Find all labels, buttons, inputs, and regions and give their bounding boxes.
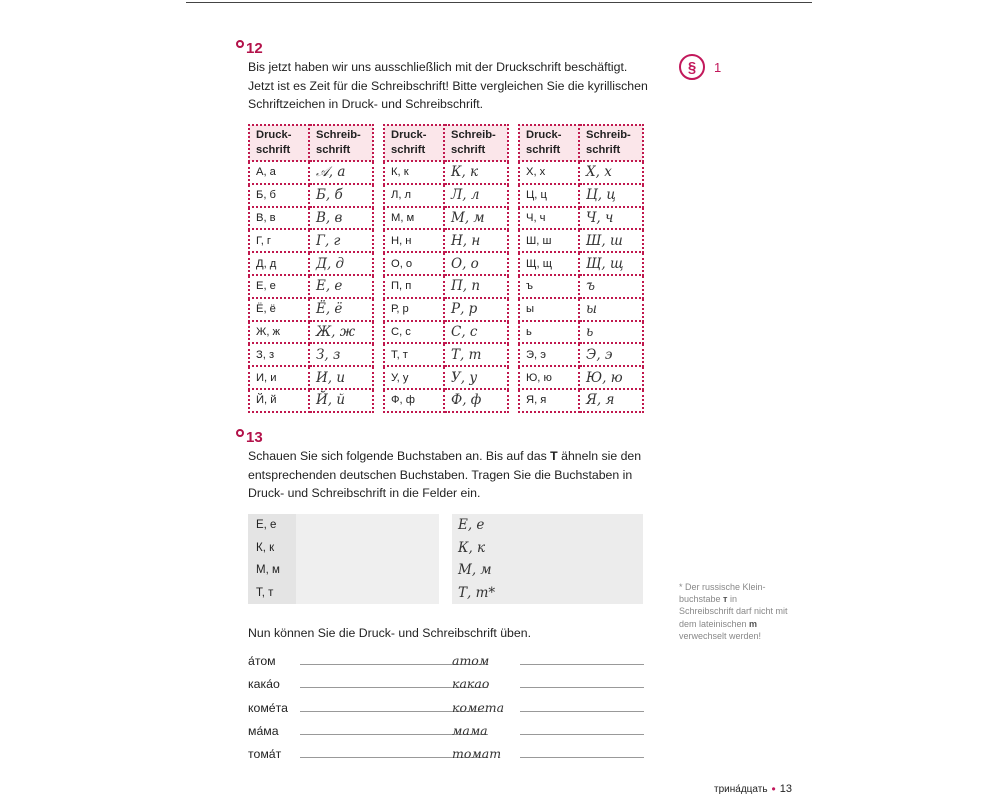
grid-row[interactable] [452, 514, 643, 537]
table-row [249, 275, 373, 298]
alphabet-table-3 [518, 124, 644, 413]
practice-word-print: коме́та [248, 700, 288, 715]
script-letter: Д, д [309, 252, 373, 275]
practice-word-print: а́том [248, 654, 276, 669]
print-letter: Ю, ю [519, 366, 579, 389]
print-letter: Ц, ц [519, 184, 579, 207]
print-letter: Ш, ш [519, 229, 579, 252]
grid-row [248, 582, 439, 605]
script-letter: М, м [444, 207, 508, 230]
script-letter: Е, е [309, 275, 373, 298]
grid-row[interactable] [452, 537, 643, 560]
print-letter: Д, д [249, 252, 309, 275]
script-letter: З, з [309, 343, 373, 366]
script-letter: Э, э [579, 343, 643, 366]
script-letter: Т, т [444, 343, 508, 366]
grid-row [248, 559, 439, 582]
grammar-reference [679, 54, 721, 80]
table-row [384, 343, 508, 366]
practice-row [248, 694, 644, 717]
write-line-script[interactable] [520, 734, 644, 735]
practice-intro: Nun können Sie die Druck- und Schreibschrift üben. [248, 626, 531, 640]
print-letter: Н, н [384, 229, 444, 252]
print-letter: Х, х [519, 161, 579, 184]
script-letter: Г, г [309, 229, 373, 252]
print-letter: З, з [249, 343, 309, 366]
table-row [249, 161, 373, 184]
script-letter-grid [452, 514, 643, 604]
write-line-script[interactable] [520, 664, 644, 665]
table-row [249, 343, 373, 366]
table-row [249, 366, 373, 389]
table-row [384, 252, 508, 275]
script-letter: И, и [309, 366, 373, 389]
print-letter: О, о [384, 252, 444, 275]
table-row [519, 252, 643, 275]
paragraph-icon: § [679, 54, 705, 80]
script-letter: Х, х [579, 161, 643, 184]
print-letter: Ж, ж [249, 321, 309, 344]
table-row [519, 298, 643, 321]
script-letter: Ж, ж [309, 321, 373, 344]
script-letter: Ф, ф [444, 389, 508, 412]
write-field[interactable] [296, 514, 439, 537]
practice-word-script: атом [452, 653, 490, 669]
exercise-12-header [236, 40, 263, 57]
script-letter: ъ [579, 275, 643, 298]
column-header-print: Druck- schrift [249, 125, 309, 161]
practice-row [248, 648, 644, 671]
exercise-marker-icon [236, 40, 244, 48]
table-row [519, 321, 643, 344]
write-field[interactable] [296, 559, 439, 582]
grid-row[interactable] [452, 559, 643, 582]
script-letter: М, м [458, 562, 492, 578]
script-letter: Ч, ч [579, 207, 643, 230]
script-letter: Р, р [444, 298, 508, 321]
practice-word-print: кака́о [248, 677, 280, 692]
practice-word-script: томат [452, 745, 502, 761]
table-row [519, 366, 643, 389]
script-letter: 𝒜, а [309, 161, 373, 184]
print-letter: Л, л [384, 184, 444, 207]
script-letter: Н, н [444, 229, 508, 252]
print-letter: ы [519, 298, 579, 321]
practice-list [248, 648, 644, 764]
grid-row [248, 514, 439, 537]
script-letter: П, п [444, 275, 508, 298]
script-letter: ь [579, 321, 643, 344]
print-letter-grid [248, 514, 439, 604]
practice-word-print: тома́т [248, 746, 282, 761]
write-field[interactable] [296, 582, 439, 605]
practice-word-script: мама [452, 722, 488, 738]
alphabet-table-2 [383, 124, 509, 413]
print-letter: К, к [384, 161, 444, 184]
print-letter: П, п [384, 275, 444, 298]
table-row [249, 389, 373, 412]
exercise-13-header [236, 429, 263, 446]
table-row [249, 321, 373, 344]
script-letter: Ш, ш [579, 229, 643, 252]
exercise-marker-icon [236, 429, 244, 437]
exercise-13-instructions: Schauen Sie sich folgende Buchstaben an. Bis auf das Т ähneln sie den entsprechenden deutschen Buchstaben. Tragen Sie die Buchstaben in Druck- und Schreibschrift in die Felder ein. [248, 449, 642, 500]
print-letter: Э, э [519, 343, 579, 366]
script-letter: Й, й [309, 389, 373, 412]
exercise-number: 12 [246, 40, 263, 57]
print-letter: Р, р [384, 298, 444, 321]
print-letter: А, а [249, 161, 309, 184]
exercise-number: 13 [246, 429, 263, 446]
column-header-print: Druck- schrift [519, 125, 579, 161]
print-letter: М, м [248, 559, 296, 582]
script-letter: Б, б [309, 184, 373, 207]
table-row [249, 184, 373, 207]
table-row [384, 161, 508, 184]
print-letter: Ч, ч [519, 207, 579, 230]
script-letter: Т, т* [458, 584, 496, 601]
bullet-icon: • [771, 782, 776, 796]
write-line-script[interactable] [520, 687, 644, 688]
column-header-script: Schreib- schrift [444, 125, 508, 161]
script-letter: О, о [444, 252, 508, 275]
script-letter: ы [579, 298, 643, 321]
script-letter: Ю, ю [579, 366, 643, 389]
print-letter: Ф, ф [384, 389, 444, 412]
table-row [519, 343, 643, 366]
print-letter: Б, б [249, 184, 309, 207]
column-header-script: Schreib- schrift [579, 125, 643, 161]
print-letter: Й, й [249, 389, 309, 412]
practice-row [248, 718, 644, 741]
table-row [249, 298, 373, 321]
table-row [384, 275, 508, 298]
table-row [384, 207, 508, 230]
write-line-script[interactable] [520, 757, 644, 758]
print-letter: И, и [249, 366, 309, 389]
table-row [519, 389, 643, 412]
practice-word-script: какао [452, 676, 490, 692]
script-letter: В, в [309, 207, 373, 230]
practice-row [248, 671, 644, 694]
write-line-script[interactable] [520, 711, 644, 712]
table-row [384, 298, 508, 321]
table-row [519, 161, 643, 184]
table-row [519, 207, 643, 230]
column-header-script: Schreib- schrift [309, 125, 373, 161]
print-letter: ъ [519, 275, 579, 298]
print-letter: Ё, ё [249, 298, 309, 321]
table-row [249, 229, 373, 252]
table-row [384, 366, 508, 389]
script-letter: Л, л [444, 184, 508, 207]
print-letter: Г, г [249, 229, 309, 252]
top-rule [186, 2, 812, 3]
table-row [384, 229, 508, 252]
print-letter: М, м [384, 207, 444, 230]
print-letter: У, у [384, 366, 444, 389]
script-letter: Щ, щ [579, 252, 643, 275]
practice-word-print: ма́ма [248, 723, 279, 738]
print-letter: К, к [248, 537, 296, 560]
script-letter: К, к [458, 539, 486, 556]
grid-row [248, 537, 439, 560]
script-letter: Ц, ц [579, 184, 643, 207]
script-letter: Ё, ё [309, 298, 373, 321]
print-letter: С, с [384, 321, 444, 344]
table-row [384, 321, 508, 344]
write-field[interactable] [296, 537, 439, 560]
table-row [519, 184, 643, 207]
print-letter: Е, е [249, 275, 309, 298]
page-number-word: трина́дцать [714, 783, 768, 795]
table-row [519, 275, 643, 298]
column-header-print: Druck- schrift [384, 125, 444, 161]
print-letter: Т, т [248, 582, 296, 605]
page-footer [714, 782, 792, 796]
table-row [249, 252, 373, 275]
grid-row[interactable] [452, 582, 643, 605]
alphabet-table-1 [248, 124, 374, 413]
practice-word-script: комета [452, 699, 505, 715]
print-letter: В, в [249, 207, 309, 230]
print-letter: ь [519, 321, 579, 344]
script-letter: Я, я [579, 389, 643, 412]
script-letter: С, с [444, 321, 508, 344]
print-letter: Т, т [384, 343, 444, 366]
practice-row [248, 741, 644, 764]
table-row [519, 229, 643, 252]
script-letter: Е, е [458, 517, 485, 533]
table-row [249, 207, 373, 230]
exercise-12-instructions: Bis jetzt haben wir uns ausschließlich mit der Druckschrift beschäftigt. Jetzt ist es Zeit für die Schreibschrift! Bitte vergleichen Sie die kyrillischen Schriftzeichen in Druck- und Schreibschrift. [248, 60, 648, 111]
print-letter: Я, я [519, 389, 579, 412]
script-letter: У, у [444, 366, 508, 389]
table-row [384, 184, 508, 207]
script-letter: К, к [444, 161, 508, 184]
footnote: * Der russische Klein-buchstabe т in Schreibschrift darf nicht mit dem lateinischen m verwechselt werden! [679, 582, 788, 641]
grammar-reference-number: 1 [714, 59, 722, 75]
print-letter: Щ, щ [519, 252, 579, 275]
table-row [384, 389, 508, 412]
page-number: 13 [779, 783, 792, 795]
print-letter: Е, е [248, 514, 296, 537]
